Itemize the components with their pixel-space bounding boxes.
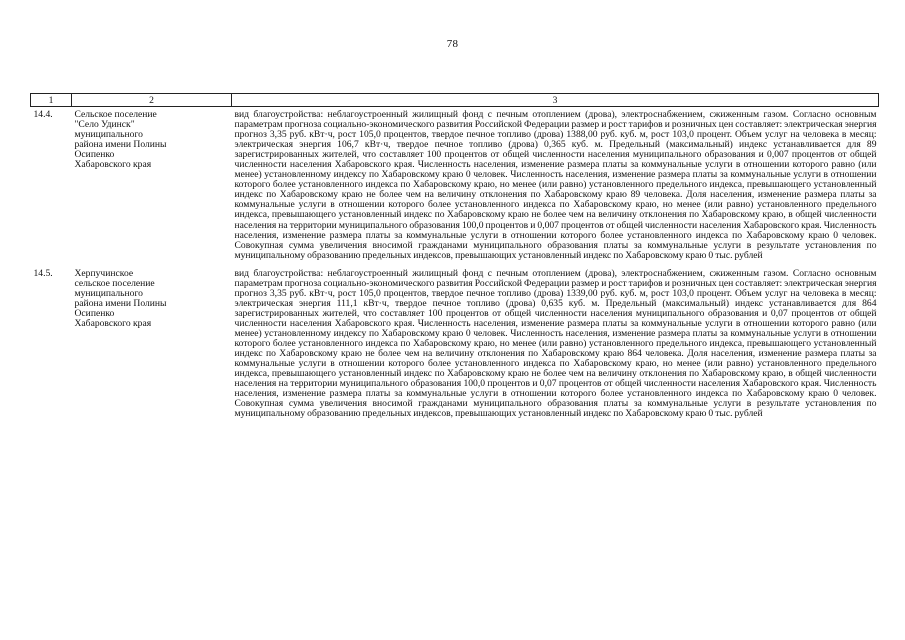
page-number: 78 [446,38,459,50]
column-header-2: 2 [72,94,232,107]
table-body [31,107,879,420]
table-row [31,107,879,261]
settlement-description: вид благоустройства: неблагоустроенный жилищный фонд с печным отоплением (дрова), электроснабжением, сжиженным газом. Согласно основным параметрам прогноза социально-экономического развития Российской Федерации размер и рост тарифов и розничных цен составляет: электрическая энергия прогноз 3,35 руб. кВт·ч, рост 105,0 процентов, твердое печное топливо (дрова) 1388,00 руб. куб. м, рост 103,0 процент. Объем услуг на человека в месяц: электрическая энергия 106,7 кВт·ч, твердое печное топливо (дрова) 0,365 куб. м. Предельный (максимальный) индекс устанавливается для 89 зарегистрированных жителей, что составляет 100 процентов от общей численности населения муниципального образования и 0,007 процентов от общей численности населения Хабаровского края. Численность населения, изменение размера платы за коммунальные услуги в отношении которого равно (или менее) установленному индексу по Хабаровскому краю 0 человек. Численность населения, изменение размера платы за коммунальные услуги в отношении которого более установленного индекса по Хабаровскому краю, но менее (или равно) установленного предельного индекса, превышающего установленный индекс по Хабаровскому краю не более чем на величину отклонения по Хабаровскому краю 89 человека. Доля населения, изменение размера платы за коммунальные услуги в отношении которого более установленного индекса по Хабаровскому краю, но менее (или равно) установленного предельного индекса, превышающего установленный индекс по Хабаровскому краю не более чем на величину отклонения по Хабаровскому краю, в общей численности населения на территории муниципального образования 100,0 процентов и 0,007 процентов от общей численности населения Хабаровского края. Численность населения, изменение размера платы за коммунальные услуги в отношении которого более установленного индекса по Хабаровскому краю 0 человек. Совокупная сумма увеличения вносимой гражданами муниципального образования платы за коммунальные услуги в результате установления по муниципальному образованию предельных индексов, превышающих установленный индекс по Хабаровскому краю 0 тыс. рублей [234,109,877,261]
header-row [31,94,879,107]
table-header [31,94,879,107]
settlement-name: Сельское поселение "Село Удинск" муниципального района имени Полины Осипенко Хабаровского края [74,109,167,171]
column-header-1: 1 [31,94,72,107]
column-header-3: 3 [232,94,879,107]
row-number: 14.5. [33,267,53,279]
settlement-name: Херпучинское сельское поселение муниципального района имени Полины Осипенко Хабаровского края [74,267,167,329]
settlement-description: вид благоустройства: неблагоустроенный жилищный фонд с печным отоплением (дрова), электроснабжением, сжиженным газом. Согласно основным параметрам прогноза социально-экономического развития Российской Федерации размер и рост тарифов и розничных цен составляет: электрическая энергия прогноз 3,35 руб. кВт·ч, рост 105,0 процентов, твердое печное топливо (дрова) 1339,00 руб. куб. м, рост 103,0 процент. Объем услуг на человека в месяц: электрическая энергия 111,1 кВт·ч, твердое печное топливо (дрова) 0,635 куб. м. Предельный (максимальный) индекс устанавливается для 864 зарегистрированных жителей, что составляет 100 процентов от общей численности населения муниципального образования и 0,07 процентов от общей численности населения Хабаровского края. Численность населения, изменение размера платы за коммунальные услуги в отношении которого равно (или менее) установленному индексу по Хабаровскому краю 0 человек. Численность населения, изменение размера платы за коммунальные услуги в отношении которого более установленного индекса по Хабаровскому краю, но менее (или равно) установленного предельного индекса, превышающего установленный индекс по Хабаровскому краю не более чем на величину отклонения по Хабаровскому краю 864 человека. Доля населения, изменение размера платы за коммунальные услуги в отношении которого более установленного индекса по Хабаровскому краю, но менее (или равно) установленного предельного индекса, превышающего установленный индекс по Хабаровскому краю не более чем на величину отклонения по Хабаровскому краю, в общей численности населения на территории муниципального образования 100,0 процентов и 0,07 процентов от общей численности населения Хабаровского края. Численность населения, изменение размера платы за коммунальные услуги в отношении которого более установленного индекса по Хабаровскому краю 0 человек. Совокупная сумма увеличения вносимой гражданами муниципального образования платы за коммунальные услуги в результате установления по муниципальному образованию предельных индексов, превышающих установленный индекс по Хабаровскому краю 0 тыс. рублей [234,267,877,420]
data-table [30,93,879,419]
table-row [31,261,879,420]
row-number: 14.4. [33,109,53,120]
